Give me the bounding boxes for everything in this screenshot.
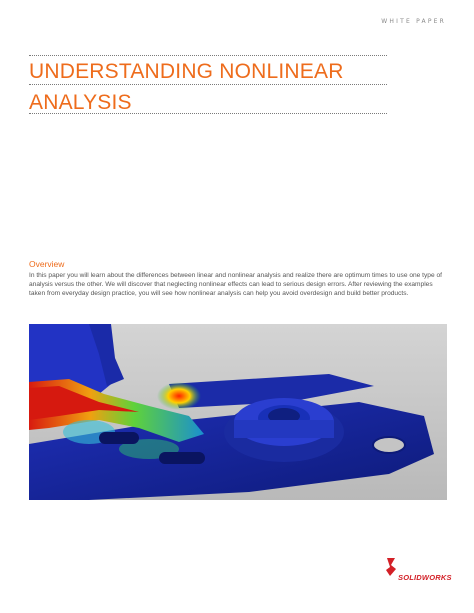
- title-line-2: ANALYSIS: [29, 91, 132, 114]
- solidworks-logo: [384, 556, 450, 586]
- 3ds-logo-icon: [384, 556, 398, 578]
- overview-heading: Overview: [29, 259, 65, 269]
- overview-paragraph: In this paper you will learn about the differences between linear and nonlinear analysis and realize there are optimum times to use one type of analysis versus the other. We will discover that neglecting nonlinear effects can lead to serious design errors. After reviewing the examples taken from everyday design practice, you will see how nonlinear analysis can help you avoid overdesign and build better products.: [29, 272, 442, 297]
- fea-stress-plot-image: [29, 324, 447, 500]
- logo-wordmark: SOLIDWORKS: [398, 573, 452, 582]
- fea-stress-plot-illustration: [29, 324, 447, 500]
- document-type-label: WHITE PAPER: [381, 18, 446, 25]
- title-line-1: UNDERSTANDING NONLINEAR: [29, 60, 344, 83]
- title-bottom-rule: [29, 113, 387, 114]
- title-top-rule: [29, 55, 387, 56]
- title-middle-rule: [29, 84, 387, 85]
